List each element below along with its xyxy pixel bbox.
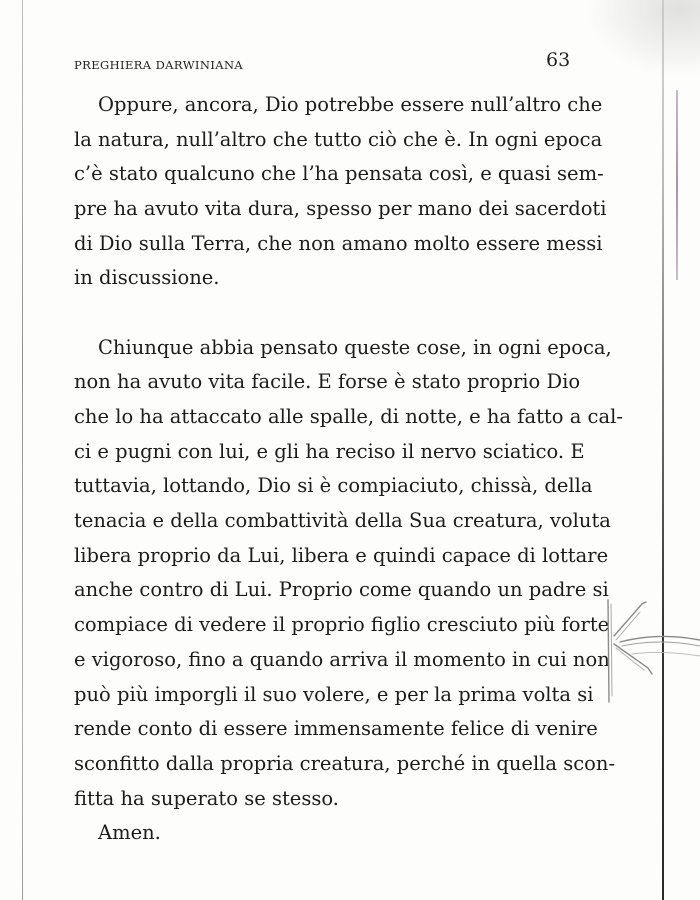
text-line: può più imporgli il suo volere, e per la prima volta si [74, 682, 594, 706]
paragraph-2 [74, 331, 623, 817]
text-line: non ha avuto vita facile. E forse è stato proprio Dio [74, 370, 581, 394]
paragraph-1 [74, 88, 607, 296]
page-binding-edge [676, 90, 678, 280]
text-line: anche contro di Lui. Proprio come quando un padre si [74, 578, 609, 602]
text-line: fitta ha superato se stesso. [74, 786, 339, 810]
text-line: pre ha avuto vita dura, spesso per mano dei sacerdoti [74, 197, 607, 221]
text-line: e vigoroso, fino a quando arriva il momento in cui non [74, 647, 610, 671]
page-right-edge [662, 0, 664, 900]
text-line: Chiunque abbia pensato queste cose, in ogni epoca, [98, 335, 612, 359]
scan-corner-shadow [570, 0, 700, 90]
text-line: di Dio sulla Terra, che non amano molto essere messi [74, 231, 603, 255]
closing-line: Amen. [98, 821, 161, 845]
text-line: in discussione. [74, 266, 220, 290]
body-text [74, 88, 623, 851]
pencil-annotation-mark [602, 596, 700, 706]
text-line: che lo ha attaccato alle spalle, di notte, e ha fatto a cal- [74, 405, 623, 428]
text-line: libera proprio da Lui, libera e quindi capace di lottare [74, 543, 609, 567]
paragraph-closing [74, 816, 582, 851]
page-left-edge [22, 0, 23, 900]
text-line: Oppure, ancora, Dio potrebbe essere null’altro che [98, 93, 603, 116]
text-line: compiace di vedere il proprio figlio cresciuto più forte [74, 613, 610, 637]
text-line: tuttavia, lottando, Dio si è compiaciuto, chissà, della [74, 474, 593, 498]
text-line: la natura, null’altro che tutto ciò che è. In ogni epoca [74, 127, 603, 151]
paragraph-gap [74, 296, 582, 331]
running-head: PREGHIERA DARWINIANA [74, 58, 244, 72]
text-line: sconfitto dalla propria creatura, perché in quella scon- [74, 751, 616, 775]
text-line: rende conto di essere immensamente felice di venire [74, 717, 598, 741]
text-line: ci e pugni con lui, e gli ha reciso il nervo sciatico. E [74, 439, 585, 463]
text-line: c’è stato qualcuno che l’ha pensata così, e quasi sem- [74, 162, 604, 186]
page-number: 63 [546, 49, 571, 71]
text-line: tenacia e della combattività della Sua creatura, voluta [74, 509, 611, 533]
